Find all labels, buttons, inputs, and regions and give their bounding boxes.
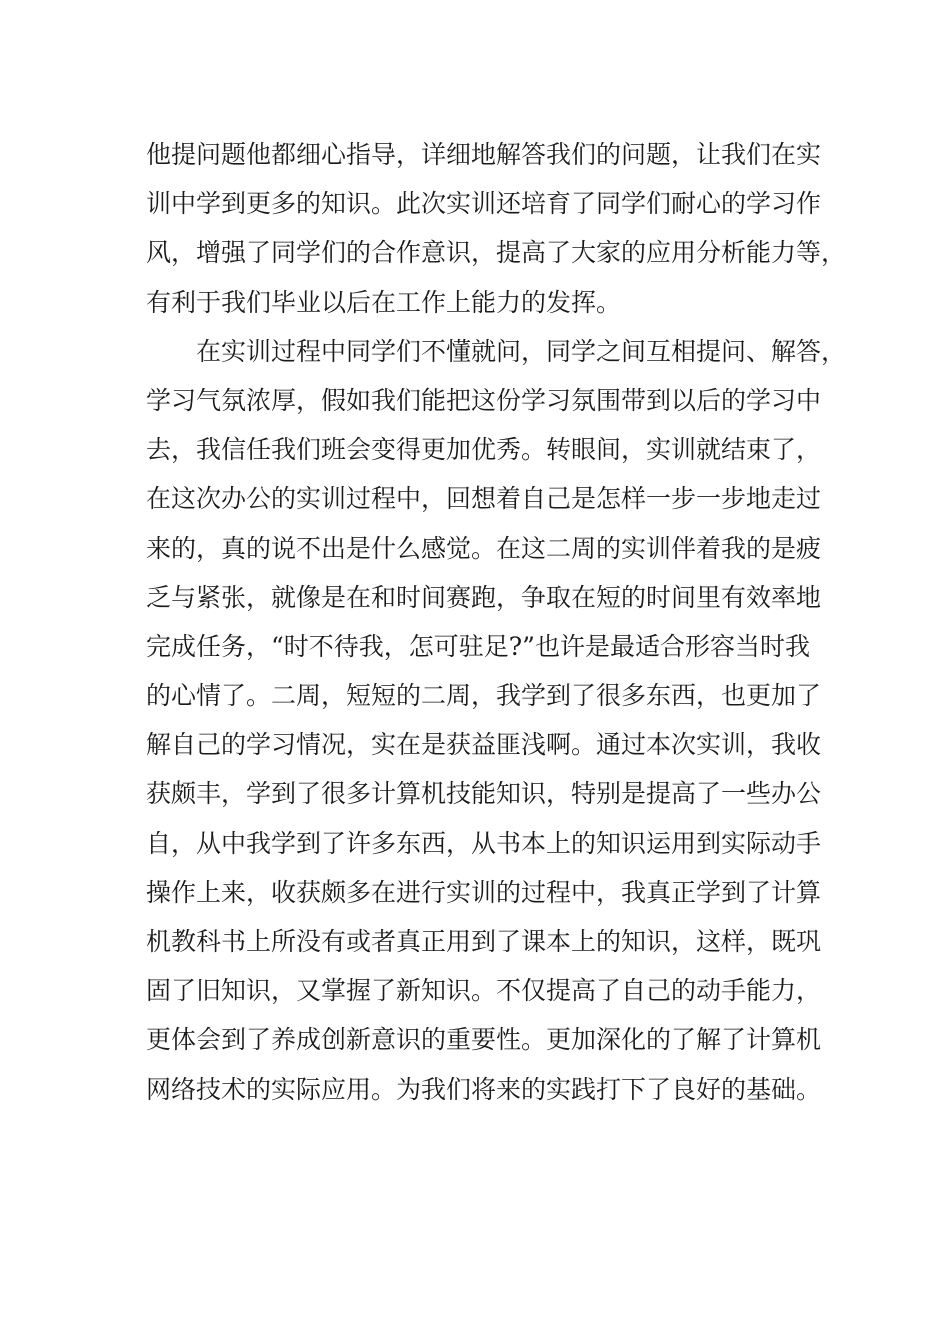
text-line: 他提问题他都细心指导，详细地解答我们的问题，让我们在实 <box>146 140 822 169</box>
text-line: 机教科书上所没有或者真正用到了课本上的知识，这样，既巩 <box>146 927 822 956</box>
body-text <box>146 130 847 1114</box>
text-line: 解自己的学习情况，实在是获益匪浅啊。通过本次实训，我收 <box>146 730 822 760</box>
text-line: 有利于我们毕业以后在工作上能力的发挥。 <box>146 287 622 317</box>
paragraph-first-line: 在实训过程中同学们不懂就问，同学之间互相提问、解答， <box>196 336 847 366</box>
text-line: 去，我信任我们班会变得更加优秀。转眼间，实训就结束了， <box>146 435 822 465</box>
text-line: 更体会到了养成创新意识的重要性。更加深化的了解了计算机 <box>146 1025 822 1055</box>
text-line: 在这次办公的实训过程中，回想着自己是怎样一步一步地走过 <box>146 484 822 514</box>
text-line: 学习气氛浓厚，假如我们能把这份学习氛围带到以后的学习中 <box>146 385 822 415</box>
text-line: 操作上来，收获颇多在进行实训的过程中，我真正学到了计算 <box>146 877 822 907</box>
text-line: 固了旧知识，又掌握了新知识。不仅提高了自己的动手能力， <box>146 976 822 1006</box>
text-line: 完成任务，“时不待我，怎可驻足?”也许是最适合形容当时我 <box>146 631 810 661</box>
text-line: 风，增强了同学们的合作意识，提高了大家的应用分析能力等， <box>146 238 847 268</box>
text-line: 训中学到更多的知识。此次实训还培育了同学们耐心的学习作 <box>146 189 822 219</box>
text-line: 乏与紧张，就像是在和时间赛跑，争取在短的时间里有效率地 <box>146 582 822 612</box>
text-line: 获颇丰，学到了很多计算机技能知识，特别是提高了一些办公 <box>146 779 822 809</box>
text-line: 网络技术的实际应用。为我们将来的实践打下了良好的基础。 <box>146 1074 822 1104</box>
text-line: 自，从中我学到了许多东西，从书本上的知识运用到实际动手 <box>146 828 822 858</box>
text-line: 来的，真的说不出是什么感觉。在这二周的实训伴着我的是疲 <box>146 533 822 563</box>
text-line: 的心情了。二周，短短的二周，我学到了很多东西，也更加了 <box>146 681 822 711</box>
